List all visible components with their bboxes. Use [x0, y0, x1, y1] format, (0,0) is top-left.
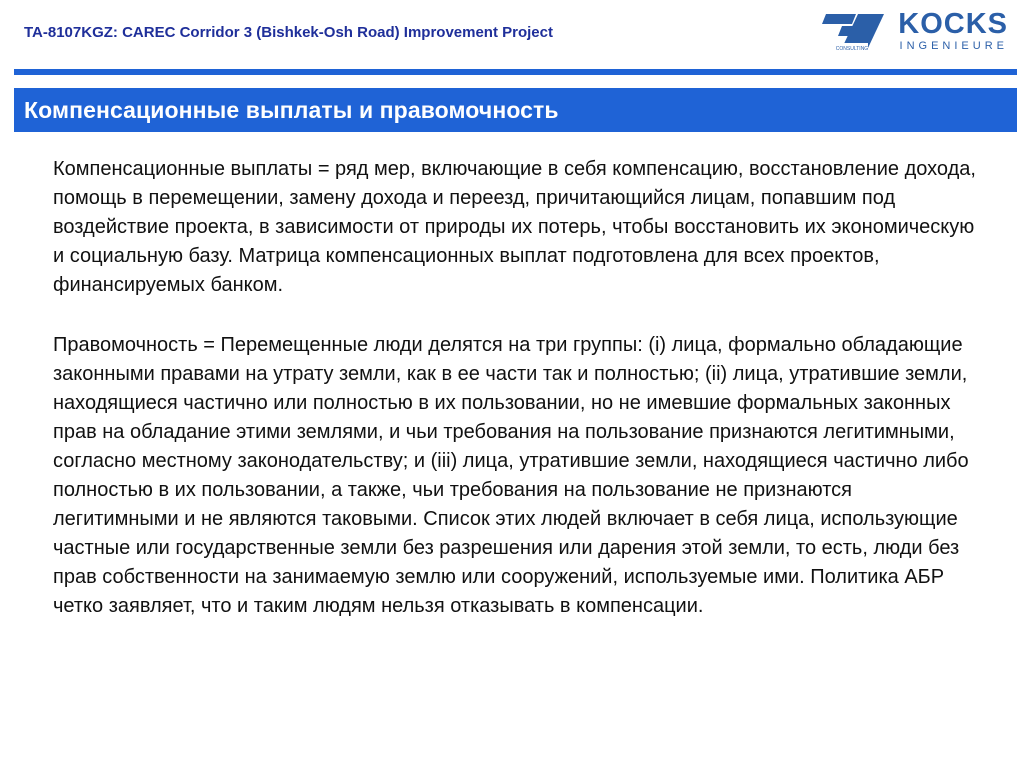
kocks-logo	[898, 10, 1008, 52]
project-title: TA-8107KGZ: CAREC Corridor 3 (Bishkek-Osh Road) Improvement Project	[24, 24, 553, 41]
title-bar	[14, 88, 1017, 132]
kocks-wordmark: KOCKS	[898, 8, 1008, 40]
slide-title: Компенсационные выплаты и правомочность	[24, 96, 559, 123]
eligibility-paragraph: Правомочность = Перемещенные люди делятся на три группы: (i) лица, формально обладающие законными правами на утрату земли, как в ее части так и полностью; (ii) лица, утратившие земли, находящиеся частично или полностью в их пользовании, но не имевшие формальных законных прав на обладание этими землями, и чьи требования на пользование признаются легитимными, согласно местному законодательству; и (iii) лица, утратившие земли, находящиеся частично либо полностью в их пользовании, а также, чьи требования на пользование не признаются легитимными и не являются таковыми. Список этих людей включает в себя лица, использующие частные или государственные земли без разрешения или дарения этой земли, то есть, люди без прав собственности на занимаемую землю или сооружений, используемые ими. Политика АБР четко заявляет, что и таким людям нельзя отказывать в компенсации.	[53, 334, 969, 617]
header-rule	[14, 69, 1017, 75]
compensation-paragraph: Компенсационные выплаты = ряд мер, включающие в себя компенсацию, восстановление дохода, помощь в перемещении, замену дохода и переезд, причитающийся лицам, попавшим под воздействие проекта, в зависимости от природы их потерь, чтобы восстановить их экономическую и социальную базу. Матрица компенсационных выплат подготовлена для всех проектов, финансируемых банком.	[53, 158, 976, 296]
kocks-subtitle: INGENIEURE	[899, 40, 1008, 52]
carec-consulting-tagline: CONSULTING	[836, 46, 869, 52]
logo-group	[816, 10, 1008, 52]
carec-consulting-logo	[816, 10, 888, 52]
slide-content	[53, 155, 983, 621]
